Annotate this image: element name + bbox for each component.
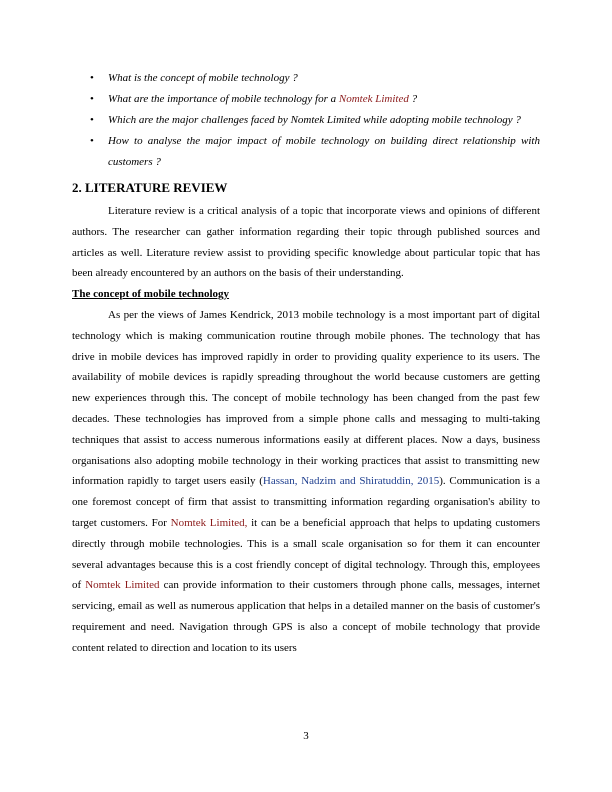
intro-paragraph: Literature review is a critical analysis of a topic that incorporate views and opinions of different authors. The researcher can gather information regarding their topic through published sources and articles as well. Literature review assist to providing specific knowledge about particular topic that has been already encountered by an authors on the basis of their understanding. (72, 205, 540, 280)
research-questions-list (72, 68, 540, 173)
bullet-icon: • (90, 93, 94, 105)
concept-paragraph: As per the views of James Kendrick, 2013 mobile technology is a most important part of digital technology which is making communication routine through mobile phones. The technology that has drive in mobile devices has improved rapidly in order to providing quality experience to its users. The availability of mobile devices is rapidly spreading throughout the world because customers are getting new experiences through this. The concept of mobile technology has been changed from the past few decades. These technologies has improved from a simple phone calls and messaging to multi-taking techniques that assist to access numerous informations easily at different places. Now a days, business organisations also adopting mobile technology in their working practices that assist to transmitting new information rapidly to target users easily (Hassan, Nadzim and Shiratuddin, 2015). Communication is a one foremost concept of firm that assist to transmitting information regarding organisation's ability to target customers. For Nomtek Limited, it can be a beneficial approach that helps to updating customers directly through mobile technologies. This is a small scale organisation so for them it can encounter several advantages because this is a cost friendly concept of digital technology. Through this, employees of Nomtek Limited can provide information to their customers through phone calls, messages, internet servicing, email as well as numerous application that helps in a detailed manner on the basis of customer's requirement and need. Navigation through GPS is also a concept of mobile technology that provide content related to direction and location to its users (72, 308, 541, 654)
company-name: Nomtek Limited (85, 579, 160, 592)
page-number: 3 (303, 730, 309, 742)
question-item: • Which are the major challenges faced by Nomtek Limited while adopting mobile technology ? (72, 110, 540, 131)
question-item: • How to analyse the major impact of mobile technology on building direct relationship with customers ? (72, 131, 540, 173)
question-item: • What are the importance of mobile technology for a Nomtek Limited ? (72, 89, 540, 110)
page-content (72, 68, 540, 659)
section-heading: 2. LITERATURE REVIEW (72, 180, 228, 195)
bullet-icon: • (90, 72, 94, 84)
subsection-heading: The concept of mobile technology (72, 288, 230, 301)
bullet-icon: • (90, 114, 94, 126)
citation: Hassan, Nadzim and Shiratuddin, 2015 (262, 475, 440, 488)
company-name: Nomtek Limited, (170, 516, 248, 529)
bullet-icon: • (90, 135, 94, 147)
question-item: • What is the concept of mobile technology ? (72, 68, 540, 89)
company-name: Nomtek Limited (338, 93, 409, 105)
